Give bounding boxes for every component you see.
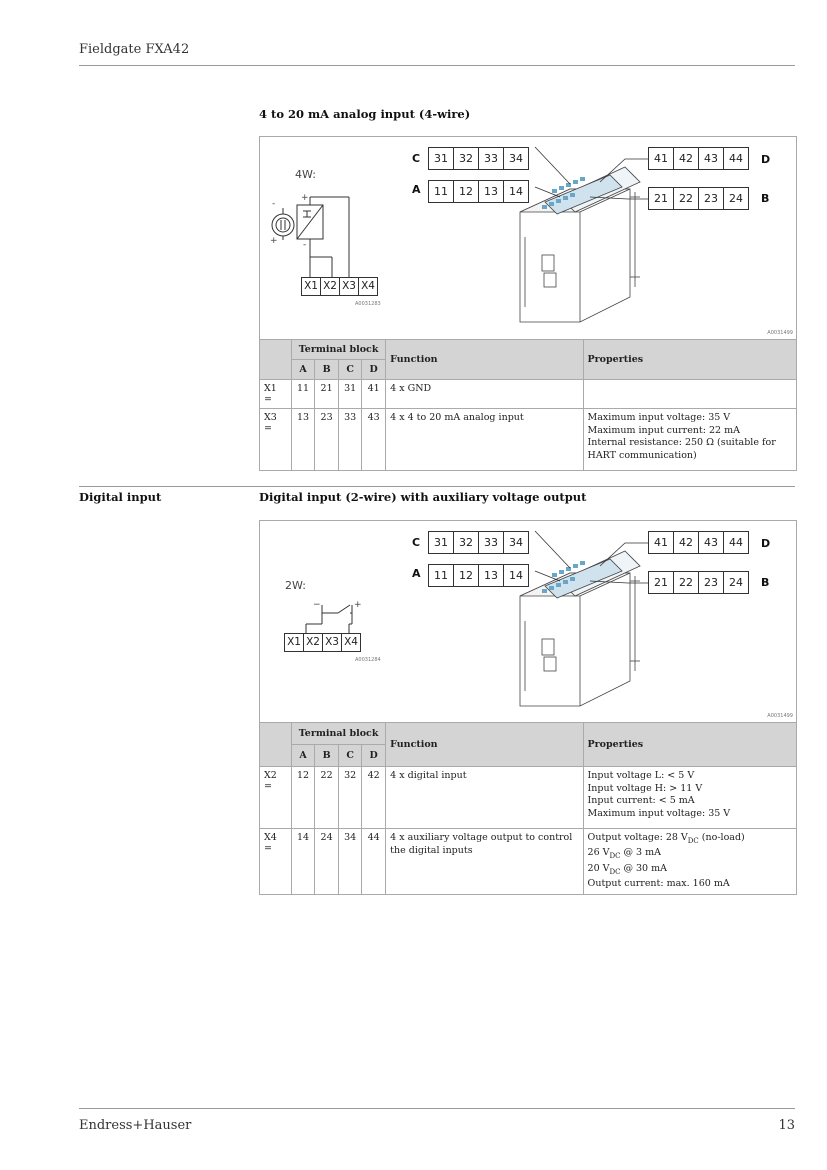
x-terminal: X3 [339, 277, 359, 296]
cell-b: 22 [315, 767, 339, 829]
table-corner [260, 723, 292, 767]
cell-d: 43 [362, 409, 386, 471]
table-corner [260, 340, 292, 380]
property-line [588, 863, 792, 878]
cell-d: 41 [362, 380, 386, 409]
cell-properties [583, 409, 796, 471]
section-title: Digital input (2-wire) with auxiliary voltage output [259, 490, 587, 504]
terminal: 21 [648, 571, 674, 594]
cell-c: 34 [339, 829, 362, 895]
x-terminal: X3 [322, 633, 342, 652]
x-terminal: X1 [284, 633, 304, 652]
terminal: 43 [698, 147, 724, 170]
terminal: 23 [698, 187, 724, 210]
row-id: X4 = [260, 829, 292, 895]
terminal: 12 [453, 180, 479, 203]
cell-function: 4 x GND [386, 380, 583, 409]
terminal: 22 [673, 571, 699, 594]
header-function: Function [386, 723, 583, 767]
row-id: X2 = [260, 767, 292, 829]
terminal: 32 [453, 531, 479, 554]
section-divider [79, 486, 795, 487]
cell-c: 31 [339, 380, 362, 409]
figure-code: A0031499 [767, 330, 793, 336]
table-row [260, 380, 797, 409]
table-row [260, 829, 797, 895]
terminal-row-c [429, 531, 529, 554]
terminal: 12 [453, 564, 479, 587]
cell-b: 23 [315, 409, 339, 471]
terminal: 32 [453, 147, 479, 170]
side-heading: Digital input [79, 490, 162, 504]
terminal: 43 [698, 531, 724, 554]
function-line: the digital inputs [390, 844, 473, 856]
row-id: X1 = [260, 380, 292, 409]
property-line: Input current: < 5 mA [587, 795, 695, 806]
cell-c: 32 [339, 767, 362, 829]
terminal: 41 [648, 147, 674, 170]
terminal-row-b [649, 187, 749, 210]
property-text: (no-load) [698, 832, 745, 843]
cell-properties [583, 767, 796, 829]
terminal: 31 [428, 531, 454, 554]
property-text: @ 3 mA [620, 847, 661, 859]
header-a: A [292, 745, 315, 767]
terminal: 44 [723, 531, 749, 554]
property-line: Internal resistance: 250 Ω (suitable for [587, 437, 776, 448]
x-terminal: X4 [341, 633, 361, 652]
property-text: Output voltage: 28 V [587, 832, 688, 843]
property-line: Input voltage L: < 5 V [587, 770, 695, 781]
property-line: HART communication) [587, 449, 697, 461]
wire-mode-label: 2W: [285, 579, 306, 592]
property-text: @ 30 mA [620, 862, 667, 874]
terminal-row-a [429, 180, 529, 203]
block-letter-a: A [412, 567, 421, 580]
cell-function [386, 829, 583, 895]
property-line: Maximum input voltage: 35 V [587, 412, 731, 423]
x-terminal-strip [302, 277, 378, 296]
terminal-table [259, 722, 797, 895]
wiring-figure [259, 520, 797, 724]
wire-mode-label: 4W: [295, 168, 316, 181]
cell-a: 11 [292, 380, 315, 409]
terminal: 14 [503, 180, 529, 203]
block-letter-b: B [761, 192, 770, 205]
polarity-plus: + [354, 600, 362, 610]
wiring-figure [259, 136, 797, 341]
terminal: 34 [503, 147, 529, 170]
terminal: 44 [723, 147, 749, 170]
header-function: Function [386, 340, 583, 380]
terminal: 21 [648, 187, 674, 210]
function-line: 4 x auxiliary voltage output to control [390, 832, 573, 843]
x-terminal: X2 [320, 277, 340, 296]
header-c: C [339, 360, 362, 380]
block-letter-c: C [412, 536, 421, 549]
cell-a: 14 [292, 829, 315, 895]
header-c: C [339, 745, 362, 767]
header-b: B [315, 745, 339, 767]
terminal: 41 [648, 531, 674, 554]
terminal-row-a [429, 564, 529, 587]
property-line: Input voltage H: > 11 V [587, 782, 703, 794]
terminal: 33 [478, 531, 504, 554]
property-line: Maximum input current: 22 mA [587, 424, 740, 436]
property-line [588, 832, 792, 847]
subscript: DC [609, 867, 621, 876]
terminal: 14 [503, 564, 529, 587]
header-properties: Properties [583, 340, 796, 380]
x-terminal: X4 [358, 277, 378, 296]
header-terminal-block: Terminal block [292, 723, 386, 745]
subscript: DC [687, 836, 699, 845]
polarity-plus: + [270, 236, 278, 246]
terminal-row-c [429, 147, 529, 170]
block-letter-d: D [761, 537, 771, 550]
cell-b: 24 [315, 829, 339, 895]
table-row [260, 409, 797, 471]
polarity-minus: - [303, 240, 307, 250]
row-id: X3 = [260, 409, 292, 471]
terminal: 33 [478, 147, 504, 170]
cell-a: 13 [292, 409, 315, 471]
terminal: 13 [478, 180, 504, 203]
terminal-row-d [649, 147, 749, 170]
table-row [260, 767, 797, 829]
property-text: 20 V [587, 862, 610, 874]
x-terminal: X1 [301, 277, 321, 296]
terminal: 42 [673, 531, 699, 554]
terminal: 11 [428, 180, 454, 203]
footer-company: Endress+Hauser [79, 1118, 192, 1133]
cell-properties [583, 380, 796, 409]
terminal: 31 [428, 147, 454, 170]
property-line [588, 847, 792, 862]
x-terminal-strip [285, 633, 361, 652]
terminal-row-d [649, 531, 749, 554]
polarity-minus: − [313, 600, 321, 610]
terminal: 34 [503, 531, 529, 554]
terminal: 23 [698, 571, 724, 594]
property-line: Output current: max. 160 mA [587, 878, 730, 890]
terminal: 13 [478, 564, 504, 587]
polarity-minus: - [272, 199, 276, 209]
cell-function: 4 x 4 to 20 mA analog input [386, 409, 583, 471]
footer-divider [79, 1108, 795, 1109]
terminal-row-b [649, 571, 749, 594]
header-divider [79, 65, 795, 66]
block-letter-d: D [761, 153, 771, 166]
property-line: Maximum input voltage: 35 V [587, 807, 731, 819]
header-terminal-block: Terminal block [292, 340, 386, 360]
cell-a: 12 [292, 767, 315, 829]
header-a: A [292, 360, 315, 380]
section-title: 4 to 20 mA analog input (4-wire) [259, 107, 471, 121]
cell-c: 33 [339, 409, 362, 471]
block-letter-b: B [761, 576, 770, 589]
terminal: 24 [723, 187, 749, 210]
header-d: D [362, 360, 386, 380]
terminal: 11 [428, 564, 454, 587]
subscript: DC [609, 852, 621, 861]
polarity-plus: + [301, 193, 309, 203]
figure-code: A0031499 [767, 713, 793, 719]
header-properties: Properties [583, 723, 796, 767]
cell-properties [583, 829, 796, 895]
property-text: 26 V [587, 847, 610, 859]
block-letter-c: C [412, 152, 421, 165]
cell-function: 4 x digital input [386, 767, 583, 829]
figure-subcode: A0031283 [355, 301, 381, 307]
x-terminal: X2 [303, 633, 323, 652]
document-header-title: Fieldgate FXA42 [79, 42, 190, 57]
cell-b: 21 [315, 380, 339, 409]
terminal: 42 [673, 147, 699, 170]
figure-subcode: A0031284 [355, 657, 381, 663]
page-number: 13 [778, 1118, 795, 1133]
terminal-table [259, 339, 797, 471]
terminal: 24 [723, 571, 749, 594]
cell-d: 42 [362, 767, 386, 829]
terminal: 22 [673, 187, 699, 210]
header-d: D [362, 745, 386, 767]
header-b: B [315, 360, 339, 380]
cell-d: 44 [362, 829, 386, 895]
block-letter-a: A [412, 183, 421, 196]
